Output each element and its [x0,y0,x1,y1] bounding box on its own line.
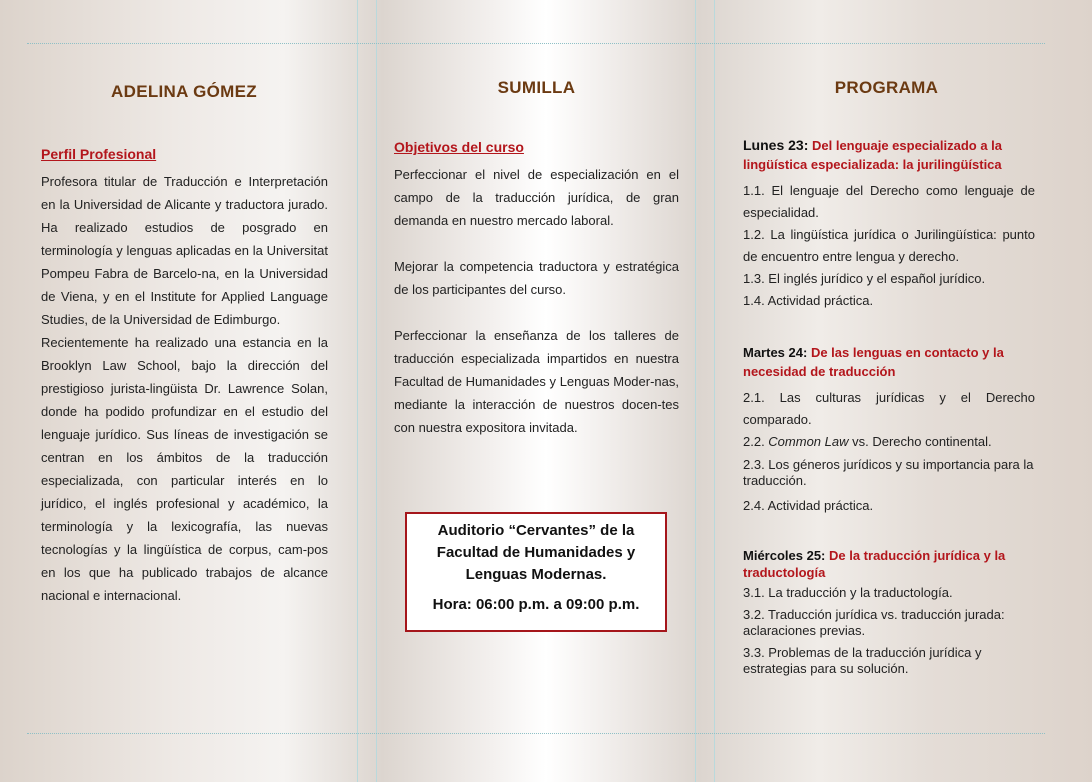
program-item: 2.2. Common Law vs. Derecho continental. [743,434,992,449]
day-topic: De la traducción jurídica y la traductología [743,548,1006,580]
objective-paragraph: Mejorar la competencia traductora y estratégica de los participantes del curso. [394,259,679,297]
guide-line [27,43,1045,44]
guide-line [357,0,358,782]
day-name: Lunes 23: [743,137,809,153]
objectives-title: Objetivos del curso [394,139,524,155]
guide-line [714,0,715,782]
profile-paragraph: Recientemente ha realizado una estancia en la Brooklyn Law School, bajo la dirección del prestigioso jurista-lingüista Dr. Lawrence Solan, donde ha podido profundizar en el estudio del lenguaje jurídico. Sus líneas de investigación se centran en los ámbitos de la traducción especializada, con particular interés en lo jurídico, el inglés profesional y académico, la terminología y la lexicografía, las nuevas tecnologías y la lingüística de corpus, cam-pos en los que ha publicado trabajos de alcance nacional e internacional. [41,335,328,603]
guide-line [695,0,696,782]
day-block-miercoles [743,547,1035,683]
day-block-lunes [743,136,1035,312]
program-item: 2.1. Las culturas jurídicas y el Derecho comparado. [743,390,1035,427]
program-item: 3.3. Problemas de la traducción jurídica y estrategias para su solución. [743,645,982,676]
program-item: 1.3. El inglés jurídico y el español jurídico. [743,271,986,286]
day-title [743,547,1035,581]
venue-time: Hora: 06:00 p.m. a 09:00 p.m. [432,596,640,613]
day-name: Miércoles 25: [743,548,826,563]
guide-line [376,0,377,782]
objective-paragraph: Perfeccionar la enseñanza de los talleres de traducción especializada impartidos en nuestra Facultad de Humanidades y Lenguas Moder-nas, mediante la interacción de nuestros docen-tes con nuestra expositora invitada. [394,328,679,435]
guide-line [27,733,1045,734]
program-item: 1.4. Actividad práctica. [743,293,874,308]
venue-text: Auditorio “Cervantes” de la Facultad de Humanidades y Lenguas Modernas. [436,522,636,583]
day-topic: De las lenguas en contacto y la necesidad de traducción [743,345,1004,379]
day-block-martes [743,343,1035,517]
program-item: 2.4. Actividad práctica. [743,498,874,513]
profile-text [41,170,328,607]
program-item: 1.1. El lenguaje del Derecho como lenguaje de especialidad. [743,183,1035,220]
speaker-name: ADELINA GÓMEZ [111,82,257,101]
profile-paragraph: Profesora titular de Traducción e Interpretación en la Universidad de Alicante y traductora jurado. Ha realizado estudios de posgrado en terminología y lenguas aplicadas en la Universitat Pompeu Fabra de Barcelo-na, en la Universidad de Viena, y en el Institute for Applied Language Studies, de la Universidad de Edimburgo. [41,174,328,327]
profile-title: Perfil Profesional [41,146,157,162]
day-title [743,343,1035,381]
program-item: 3.1. La traducción y la traductología. [743,585,953,600]
venue-box [405,512,667,632]
day-topic: Del lenguaje especializado a la lingüística especializada: la jurilingüística [743,138,1003,172]
objective-paragraph: Perfeccionar el nivel de especialización en el campo de la traducción jurídica, de gran demanda en nuestro mercado laboral. [394,167,679,228]
program-item: 2.3. Los géneros jurídicos y su importancia para la traducción. [743,457,1034,488]
objectives-text [394,163,679,439]
day-title [743,136,1035,174]
day-name: Martes 24: [743,345,808,360]
programa-title: PROGRAMA [834,78,939,97]
program-item: 1.2. La lingüística jurídica o Jurilingüística: punto de encuentro entre lengua y derecho. [743,227,1035,264]
program-item: 3.2. Traducción jurídica vs. traducción jurada: aclaraciones previas. [743,607,1005,638]
sumilla-title: SUMILLA [497,78,576,97]
